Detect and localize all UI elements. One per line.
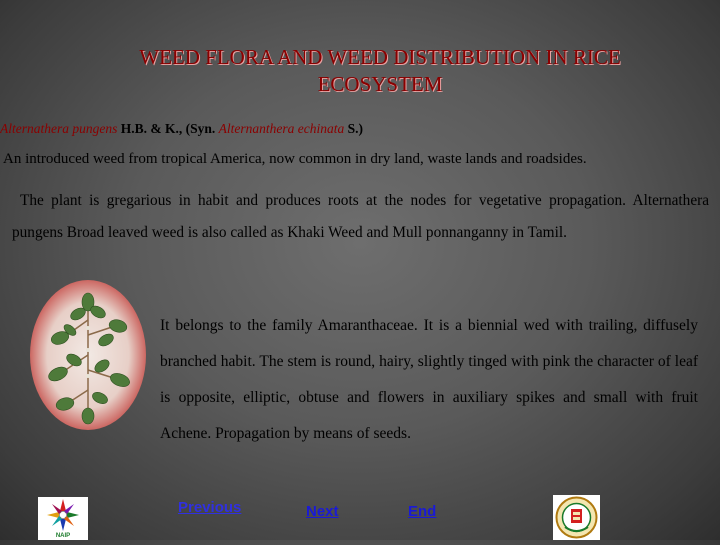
intro-paragraph: An introduced weed from tropical America, now common in dry land, waste lands and roadsides.	[3, 151, 587, 167]
species-name: Alternathera pungens	[0, 121, 118, 136]
habit-paragraph: The plant is gregarious in habit and produces roots at the nodes for vegetative propagation. Alternathera pungens Broad leaved weed is also called as Khaki Weed and Mull ponnanganny in Tamil.	[12, 192, 709, 241]
naip-logo-text: NAIP	[55, 533, 71, 539]
species-authority: H.B. & K., (Syn.	[117, 121, 219, 136]
slide-title	[80, 44, 680, 98]
description-paragraph: It belongs to the family Amaranthaceae. It is a biennial wed with trailing, diffusely branched habit. The stem is round, hairy, slightly tinged with pink the character of leaf is opposite, elliptic, obtuse and flowers in auxiliary spikes and small with fruit Achene. Propagation by means of seeds.	[160, 317, 698, 442]
plant-photo	[30, 280, 146, 430]
species-synonym: Alternanthera echinata	[218, 121, 345, 136]
university-emblem	[553, 495, 600, 540]
previous-link[interactable]: Previous	[178, 499, 242, 516]
species-subtitle	[0, 121, 363, 137]
slide-title-line2: ECOSYSTEM	[317, 72, 443, 96]
naip-logo	[38, 497, 88, 540]
naip-star-icon	[38, 497, 88, 533]
plant-illustration	[30, 280, 146, 430]
slide-title-line1: WEED FLORA AND WEED DISTRIBUTION IN RICE	[139, 45, 621, 69]
next-link[interactable]: Next	[306, 503, 339, 520]
emblem-seal-icon	[553, 495, 600, 540]
species-synonym-authority: S.)	[344, 121, 364, 136]
end-link[interactable]: End	[408, 503, 437, 520]
